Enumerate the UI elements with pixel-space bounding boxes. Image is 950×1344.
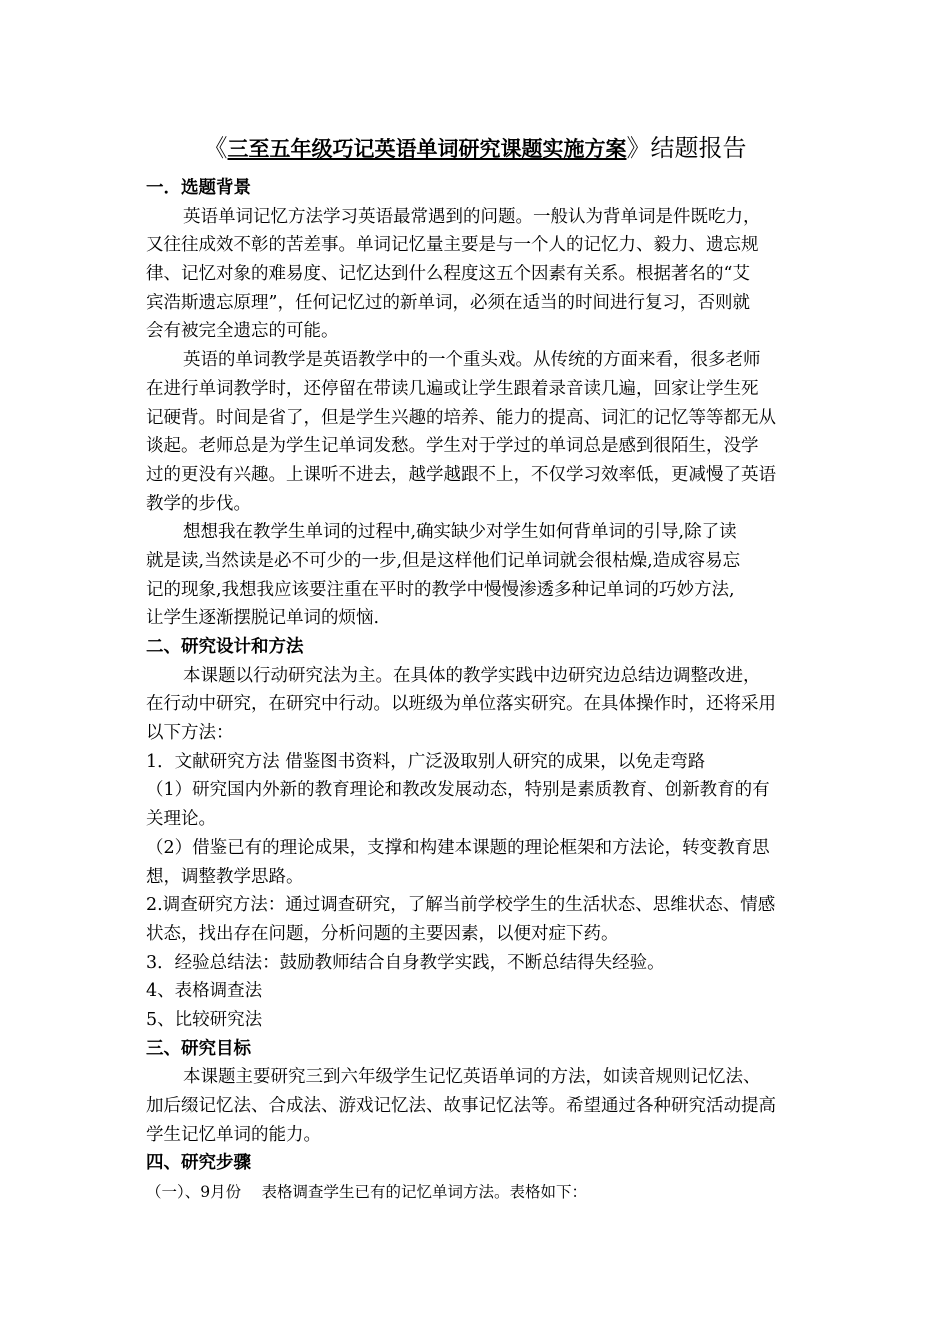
paragraph-line: 本课题主要研究三到六年级学生记忆英语单词的方法，如读音规则记忆法、 [183,1067,761,1088]
paragraph-line: 本课题以行动研究法为主。在具体的教学实践中边研究边总结边调整改进， [183,665,761,686]
paragraph-line: 想，调整教学思路。 [146,866,304,887]
section-heading: 二、研究设计和方法 [146,637,304,657]
paragraph-line: （2）借鉴已有的理论成果，支撑和构建本课题的理论框架和方法论，转变教育思 [146,837,770,858]
paragraph-line: 想想我在教学生单词的过程中,确实缺少对学生如何背单词的引导,除了读 [183,522,737,543]
paragraph-line: 律、记忆对象的难易度、记忆达到什么程度这五个因素有关系。根据著名的“艾 [146,264,750,285]
title-suffix: 结题报告 [650,134,747,162]
title-open-mark: 《 [203,134,228,162]
paragraph-line: （一）、9月份 表格调查学生已有的记忆单词方法。表格如下： [146,1183,588,1202]
paragraph-line: 3．经验总结法：鼓励教师结合自身教学实践，不断总结得失经验。 [146,952,665,973]
paragraph-line: 在进行单词教学时，还停留在带读几遍或让学生跟着录音读几遍，回家让学生死 [146,378,759,399]
paragraph-line: 教学的步伐。 [146,493,251,514]
paragraph-line: 加后缀记忆法、合成法、游戏记忆法、故事记忆法等。希望通过各种研究活动提高 [146,1096,776,1116]
paragraph-line: 就是读,当然读是必不可少的一步,但是这样他们记单词就会很枯燥,造成容易忘 [146,550,741,571]
paragraph-line: 4、表格调查法 [146,981,263,1002]
paragraph-line: 记的现象,我想我应该要注重在平时的教学中慢慢渗透多种记单词的巧妙方法, [146,579,735,600]
paragraph-line: 在行动中研究，在研究中行动。以班级为单位落实研究。在具体操作时，还将采用 [146,694,776,715]
paragraph-line: （1）研究国内外新的教育理论和教改发展动态，特别是素质教育、创新教育的有 [146,780,770,801]
paragraph-line: 英语的单词教学是英语教学中的一个重头戏。从传统的方面来看，很多老师 [183,350,761,371]
paragraph-line: 又往往成效不彰的苦差事。单词记忆量主要是与一个人的记忆力、毅力、遗忘规 [146,235,759,256]
document-title [0,128,950,169]
title-underlined-text: 三至五年级巧记英语单词研究课题实施方案 [227,136,627,161]
paragraph-line: 宾浩斯遗忘原理”，任何记忆过的新单词，必须在适当的时间进行复习，否则就 [146,292,750,313]
paragraph-line: 学生记忆单词的能力。 [146,1124,321,1145]
section-heading: 三、研究目标 [146,1038,251,1059]
paragraph-line: 2.调查研究方法：通过调查研究，了解当前学校学生的生活状态、思维状态、情感 [146,895,776,916]
paragraph-line: 谈起。老师总是为学生记单词发愁。学生对于学过的单词总是感到很陌生，没学 [146,436,759,457]
document-body [146,174,816,1207]
paragraph-line: 1．文献研究方法 借鉴图书资料，广泛汲取别人研究的成果，以免走弯路 [146,751,706,772]
paragraph-line: 记硬背。时间是省了，但是学生兴趣的培养、能力的提高、词汇的记忆等等都无从 [146,407,776,428]
paragraph-line: 以下方法： [146,723,234,744]
paragraph-line: 英语单词记忆方法学习英语最常遇到的问题。一般认为背单词是件既吃力， [183,206,761,227]
paragraph-line: 状态，找出存在问题，分析问题的主要因素，以便对症下药。 [146,923,619,944]
section-heading: 一．选题背景 [146,178,251,198]
section-heading: 四、研究步骤 [146,1153,251,1174]
paragraph-line: 关理论。 [146,809,216,830]
title-close-mark: 》 [626,134,651,162]
paragraph-line: 过的更没有兴趣。上课听不进去，越学越跟不上，不仅学习效率低，更减慢了英语 [146,464,776,485]
paragraph-line: 会有被完全遗忘的可能。 [146,321,339,342]
paragraph-line: 让学生逐渐摆脱记单词的烦恼. [146,608,380,629]
paragraph-line: 5、比较研究法 [146,1009,263,1030]
